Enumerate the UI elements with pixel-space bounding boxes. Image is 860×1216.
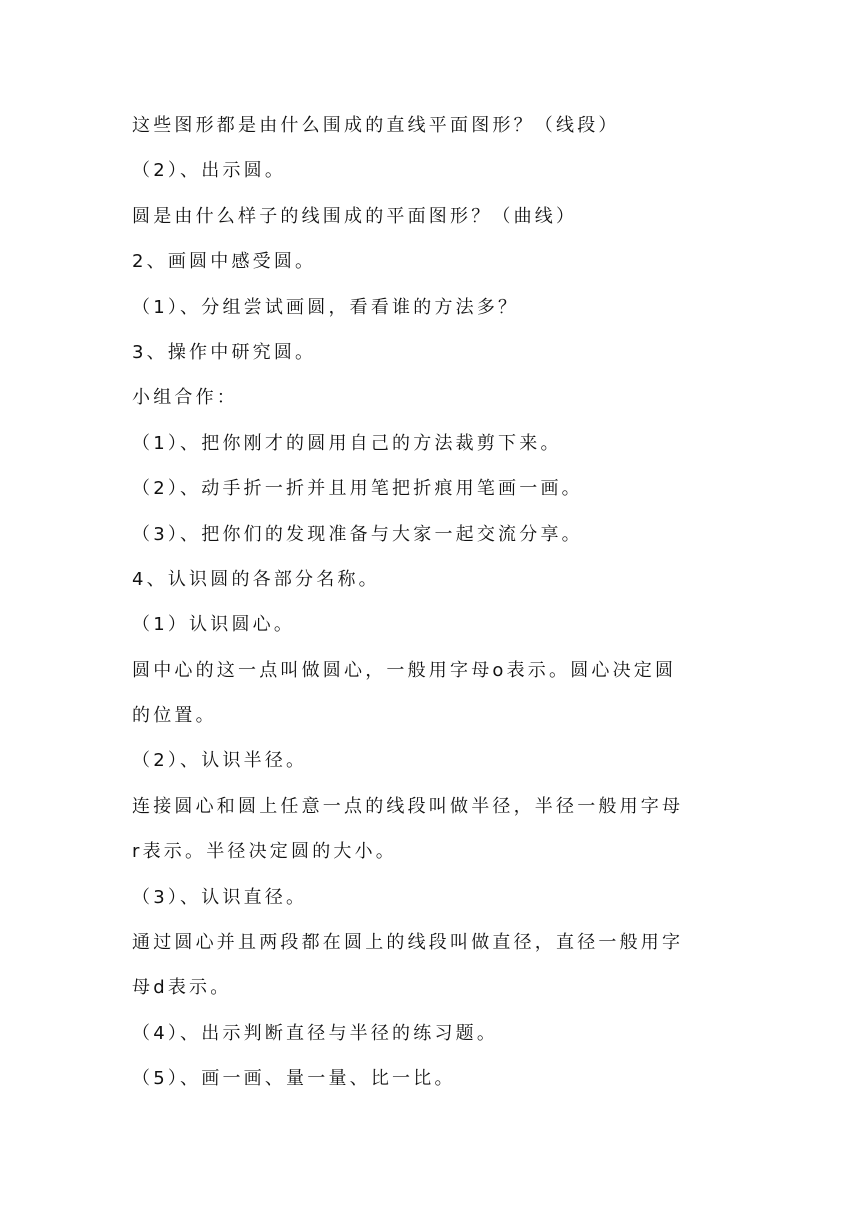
text-line: （1）、分组尝试画圆，看看谁的方法多？ (132, 296, 520, 318)
text-line: 连接圆心和圆上任意一点的线段叫做半径，半径一般用字母 (132, 795, 684, 817)
text-line: 小组合作： (132, 387, 238, 409)
text-line: 2、画圆中感受圆。 (132, 251, 317, 273)
text-line: 这些图形都是由什么围成的直线平面图形？（线段） (132, 115, 620, 136)
text-line: 3、操作中研究圆。 (132, 341, 317, 363)
text-line: （2）、认识半径。 (132, 750, 308, 772)
text-line: （3）、把你们的发现准备与大家一起交流分享。 (132, 523, 583, 545)
text-line: （1）、把你刚才的圆用自己的方法裁剪下来。 (132, 432, 562, 454)
text-line: （2）、出示圆。 (132, 160, 287, 182)
text-line: 圆中心的这一点叫做圆心，一般用字母o表示。圆心决定圆 (132, 659, 677, 681)
text-line: r表示。半径决定圆的大小。 (132, 841, 397, 863)
text-line: （3）、认识直径。 (132, 886, 308, 908)
text-line: （1）认识圆心。 (132, 614, 296, 636)
text-line: 通过圆心并且两段都在圆上的线段叫做直径，直径一般用字 (132, 932, 684, 954)
text-line: （4）、出示判断直径与半径的练习题。 (132, 1022, 499, 1044)
text-line: 4、认识圆的各部分名称。 (132, 568, 380, 590)
text-line: 母d表示。 (132, 977, 232, 999)
text-line: 圆是由什么样子的线围成的平面图形？（曲线） (132, 205, 578, 227)
document-body (132, 103, 742, 1102)
text-line: （2）、动手折一折并且用笔把折痕用笔画一画。 (132, 478, 583, 500)
text-line: 的位置。 (132, 705, 217, 727)
text-line: （5）、画一画、量一量、比一比。 (132, 1068, 456, 1090)
